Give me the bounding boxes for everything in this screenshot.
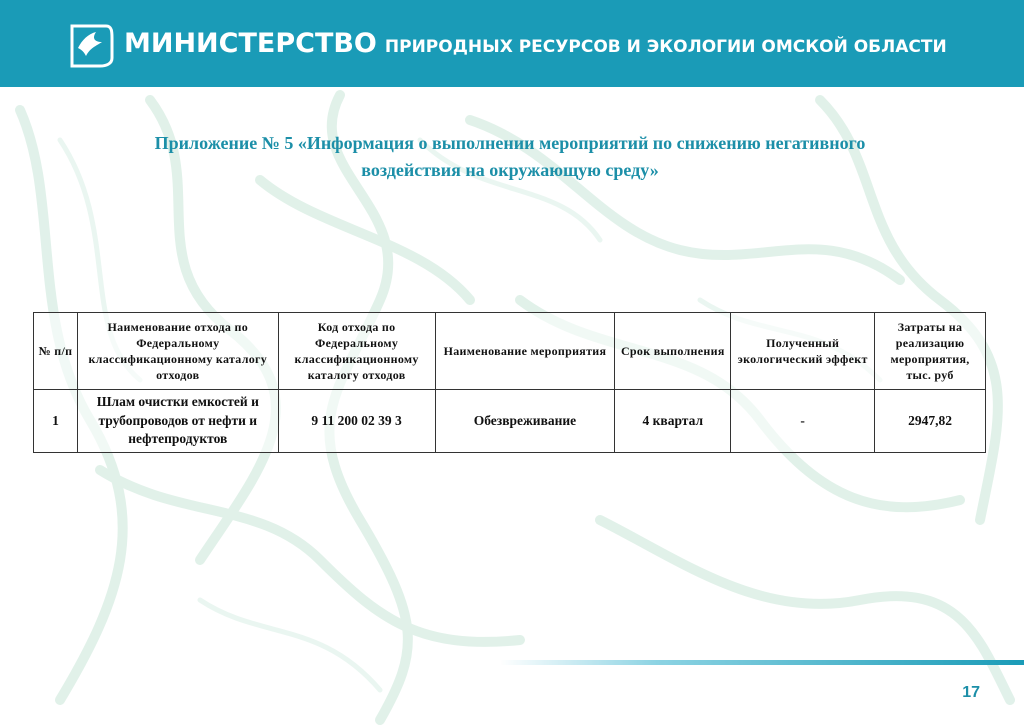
- header-banner: [0, 0, 1024, 87]
- measures-table: [33, 312, 986, 453]
- header-waste-code: Код отхода по Федеральному классификационному каталогу отходов: [278, 313, 435, 390]
- cell-deadline: 4 квартал: [615, 390, 731, 453]
- slide-title-line1: Приложение № 5 «Информация о выполнении мероприятий по снижению негативного: [154, 133, 866, 153]
- header-deadline: Срок выполнения: [615, 313, 731, 390]
- cell-number: 1: [34, 390, 78, 453]
- cell-waste-name: Шлам очистки емкостей и трубопроводов от нефти и нефтепродуктов: [77, 390, 278, 453]
- ministry-title: [124, 28, 947, 59]
- slide-title: [60, 130, 960, 184]
- bird-emblem-icon: [66, 18, 118, 70]
- ministry-title-rest: ПРИРОДНЫХ РЕСУРСОВ И ЭКОЛОГИИ ОМСКОЙ ОБЛАСТИ: [384, 37, 947, 57]
- cell-ecological-effect: -: [731, 390, 875, 453]
- header-costs: Затраты на реализацию мероприятия, тыс. руб: [875, 313, 986, 390]
- header-ecological-effect: Полученный экологический эффект: [731, 313, 875, 390]
- cell-waste-code: 9 11 200 02 39 3: [278, 390, 435, 453]
- ministry-title-main: МИНИСТЕРСТВО: [124, 28, 377, 59]
- cell-measure-name: Обезвреживание: [435, 390, 615, 453]
- header-number: № п/п: [34, 313, 78, 390]
- cell-costs: 2947,82: [875, 390, 986, 453]
- table-header-row: [34, 313, 986, 390]
- slide-title-line2: воздействия на окружающую среду»: [361, 160, 659, 180]
- footer-divider: [500, 660, 1024, 665]
- header-waste-name: Наименование отхода по Федеральному классификационному каталогу отходов: [77, 313, 278, 390]
- header-measure-name: Наименование мероприятия: [435, 313, 615, 390]
- page-number: 17: [962, 684, 980, 701]
- table-row: [34, 390, 986, 453]
